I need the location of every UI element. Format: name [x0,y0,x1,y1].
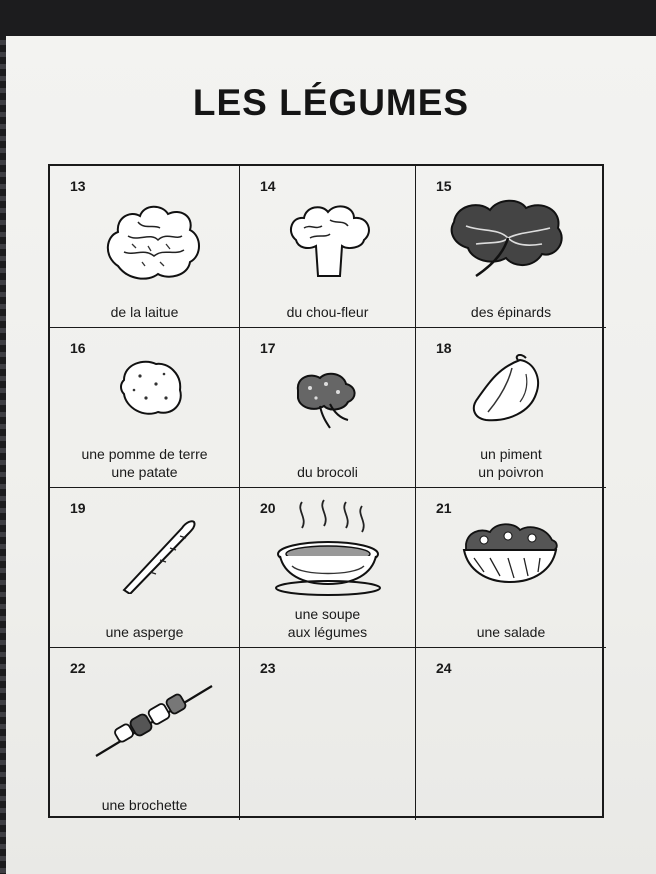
cell-number: 14 [260,178,276,194]
vocabulary-grid [48,164,604,818]
potato-icon [116,354,188,420]
cell-label: de la laitue [110,304,179,320]
salad-icon [460,518,560,588]
vocab-cell [240,328,416,488]
cell-number: 22 [70,660,86,676]
cell-number: 23 [260,660,276,676]
skewer-icon [94,682,214,758]
cell-number: 24 [436,660,452,676]
vocab-cell [416,648,606,820]
cell-label: une asperge [105,624,184,640]
vocab-cell [416,488,606,648]
cell-number: 15 [436,178,452,194]
cell-label: une salade [476,624,546,640]
cell-number: 20 [260,500,276,516]
cell-label: du chou-fleur [286,304,369,320]
vocab-cell [240,166,416,328]
vocab-cell [240,648,416,820]
cell-number: 13 [70,178,86,194]
vocab-cell [50,328,240,488]
lettuce-icon [98,196,208,288]
asparagus-icon [120,516,198,594]
cell-label: des épinards [470,304,552,320]
cell-label: une brochette [101,797,188,813]
soup-icon [272,498,384,598]
vocab-cell [416,166,606,328]
cell-number: 18 [436,340,452,356]
spinach-icon [446,192,570,280]
broccoli-icon [290,368,360,434]
cell-label: une pomme de terre une patate [81,446,208,480]
cell-number: 19 [70,500,86,516]
vocab-cell [240,488,416,648]
cell-number: 17 [260,340,276,356]
worksheet-page [6,36,656,874]
cauliflower-icon [282,198,378,288]
cell-label: un piment un poivron [478,446,544,480]
vocab-cell [50,488,240,648]
cell-label: du brocoli [297,464,358,480]
cell-number: 21 [436,500,452,516]
page-title: LES LÉGUMES [192,82,470,123]
vocab-cell [50,648,240,820]
vocab-cell [50,166,240,328]
pepper-icon [468,354,548,426]
cell-number: 16 [70,340,86,356]
cell-label: une soupe aux légumes [287,606,368,640]
vocab-cell [416,328,606,488]
